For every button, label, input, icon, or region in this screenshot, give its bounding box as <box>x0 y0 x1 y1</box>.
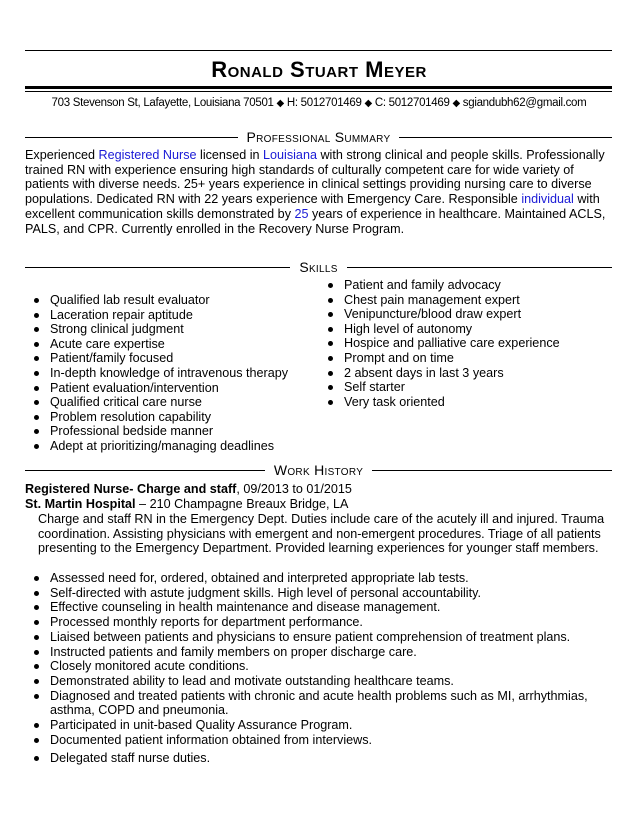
summary-segment: with excellent communication skills demonstrated by <box>25 192 600 221</box>
summary-segment: Experienced <box>25 148 99 162</box>
skill-item: Patient and family advocacy <box>322 278 560 293</box>
email: sgiandubh62@gmail.com <box>462 97 587 109</box>
skill-item: Strong clinical judgment <box>28 322 288 337</box>
summary-text <box>25 148 615 236</box>
address: 703 Stevenson St, Lafayette, Louisiana 70501 <box>51 97 274 109</box>
heading-line <box>399 137 612 138</box>
skill-item: Problem resolution capability <box>28 410 288 425</box>
job-bullet-item: Self-directed with astute judgment skills. High level of personal accountability. <box>30 586 615 601</box>
contact-line <box>0 96 638 111</box>
summary-segment: licensed in <box>196 148 264 162</box>
heading-line <box>372 470 612 471</box>
job-bullet-item: Effective counseling in health maintenance and disease management. <box>30 600 615 615</box>
job-bullet-item: Demonstrated ability to lead and motivate outstanding healthcare teams. <box>30 674 615 689</box>
job-dates: , 09/2013 to 01/2015 <box>236 482 352 496</box>
heading-line <box>25 470 265 471</box>
summary-title: Professional Summary <box>246 129 391 145</box>
skill-item: In-depth knowledge of intravenous therapy <box>28 366 288 381</box>
separator-icon: ◆ <box>364 98 372 109</box>
job-bullet-item: Participated in unit-based Quality Assurance Program. <box>30 718 615 733</box>
skill-item: 2 absent days in last 3 years <box>322 366 560 381</box>
skill-item: Acute care expertise <box>28 337 288 352</box>
job-bullet-item: Liaised between patients and physicians to ensure patient comprehension of treatment plans. <box>30 630 615 645</box>
job-bullet-item: Closely monitored acute conditions. <box>30 659 615 674</box>
skills-title: Skills <box>299 259 338 275</box>
skill-item: Venipuncture/blood draw expert <box>322 307 560 322</box>
candidate-name: Ronald Stuart Meyer <box>211 57 427 82</box>
skill-item: Hospice and palliative care experience <box>322 336 560 351</box>
separator-icon: ◆ <box>276 98 284 109</box>
employer-line <box>25 497 348 512</box>
skills-left-list <box>28 293 288 454</box>
skill-item: High level of autonomy <box>322 322 560 337</box>
job-bullet-item: Delegated staff nurse duties. <box>30 751 615 766</box>
skill-item: Patient/family focused <box>28 351 288 366</box>
skill-item: Professional bedside manner <box>28 424 288 439</box>
summary-heading <box>25 128 612 146</box>
skill-item: Qualified lab result evaluator <box>28 293 288 308</box>
name-rule-thick <box>25 86 612 89</box>
summary-segment: with strong clinical and people skills. Professionally trained RN with experience ensuring high standards of culturally competent care for wide variety of patients with diverse needs. 25+ years experience in clinical settings providing nursing care to diverse populations. Dedicated RN with 22 years experience with Emergency Care. Responsible <box>25 148 605 207</box>
employer-location: – 210 Champagne Breaux Bridge, LA <box>135 497 349 511</box>
skill-item: Self starter <box>322 380 560 395</box>
summary-segment: years of experience in healthcare. Maintained ACLS, PALS, and CPR. Currently enrolled in the Recovery Nurse Program. <box>25 206 606 236</box>
skill-item: Adept at prioritizing/managing deadlines <box>28 439 288 454</box>
job-bullet-item: Instructed patients and family members on proper discharge care. <box>30 645 615 660</box>
skill-item: Qualified critical care nurse <box>28 395 288 410</box>
top-rule <box>25 50 612 51</box>
summary-highlight: 25 <box>294 206 309 221</box>
heading-line <box>25 267 290 268</box>
summary-highlight: Louisiana <box>263 148 317 162</box>
name-rule-thin <box>25 91 612 92</box>
job-bullet-item: Documented patient information obtained from interviews. <box>30 733 615 748</box>
job-description: Charge and staff RN in the Emergency Dept. Duties include care of the acutely ill and injured. Trauma coordination. Assisting physicians with emergent and non-emergent procedures. Triage of all patients presenting to the Emergency Department. Provided learning experiences for younger staff members. <box>38 512 605 556</box>
job-title: Registered Nurse- Charge and staff <box>25 482 237 496</box>
employer: St. Martin Hospital <box>25 497 136 511</box>
work-heading <box>25 461 612 479</box>
job-bullets <box>30 571 615 766</box>
skill-item: Patient evaluation/intervention <box>28 381 288 396</box>
job-bullet-item: Assessed need for, ordered, obtained and interpreted appropriate lab tests. <box>30 571 615 586</box>
summary-highlight: Registered Nurse <box>98 148 197 162</box>
skill-item: Prompt and on time <box>322 351 560 366</box>
skills-heading <box>25 258 612 276</box>
summary-highlight: individual <box>521 192 574 207</box>
work-title: Work History <box>273 462 364 478</box>
job-title-line <box>25 482 352 497</box>
job-bullet-item: Processed monthly reports for department performance. <box>30 615 615 630</box>
separator-icon: ◆ <box>452 98 460 109</box>
skills-right-list <box>322 278 560 409</box>
home-phone: H: 5012701469 <box>286 97 362 109</box>
heading-line <box>25 137 238 138</box>
skill-item: Laceration repair aptitude <box>28 308 288 323</box>
skill-item: Very task oriented <box>322 395 560 410</box>
heading-line <box>347 267 612 268</box>
skill-item: Chest pain management expert <box>322 293 560 308</box>
job-bullet-item: Diagnosed and treated patients with chronic and acute health problems such as MI, arrhythmias, asthma, COPD and pneumonia. <box>30 689 615 718</box>
cell-phone: C: 5012701469 <box>374 97 450 109</box>
